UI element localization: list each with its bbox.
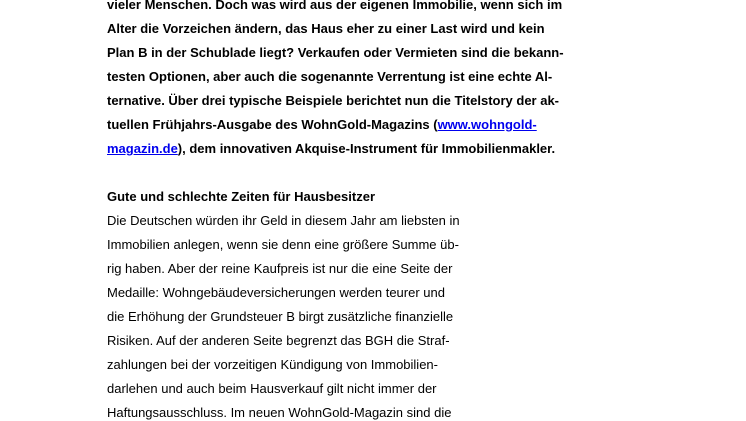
body-line: zahlungen bei der vorzeitigen Kündigung von Immobilien- — [107, 357, 438, 372]
intro-line: Alter die Vorzeichen ändern, das Haus eher zu einer Last wird und kein — [107, 21, 545, 36]
body-line: rig haben. Aber der reine Kaufpreis ist nur die eine Seite der — [107, 261, 453, 276]
magazine-link-part1[interactable]: www.wohngold- — [437, 117, 537, 132]
intro-line: ternative. Über drei typische Beispiele berichtet nun die Titelstory der ak- — [107, 93, 560, 108]
intro-text: tuellen Frühjahrs-Ausgabe des WohnGold-Magazins ( — [107, 117, 438, 132]
body-line: Haftungsausschluss. Im neuen WohnGold-Magazin sind die — [107, 405, 452, 420]
intro-line: Plan B in der Schublade liegt? Verkaufen oder Vermieten sind die bekann- — [107, 45, 564, 60]
body-line: Immobilien anlegen, wenn sie denn eine größere Summe üb- — [107, 237, 459, 252]
intro-line: testen Optionen, aber auch die sogenannte Verrentung ist eine echte Al- — [107, 69, 553, 84]
body-line: die Erhöhung der Grundsteuer B birgt zusätzliche finanzielle — [107, 309, 454, 324]
intro-line: vieler Menschen. Doch was wird aus der eigenen Immobilie, wenn sich im — [107, 0, 563, 12]
intro-text: ), dem innovativen Akquise-Instrument für Immobilienmakler. — [177, 141, 556, 156]
body-line: Die Deutschen würden ihr Geld in diesem Jahr am liebsten in — [107, 213, 460, 228]
body-line: Risiken. Auf der anderen Seite begrenzt das BGH die Straf- — [107, 333, 450, 348]
intro-line — [107, 141, 555, 157]
magazine-link-part2[interactable]: magazin.de — [107, 141, 178, 156]
intro-line — [107, 117, 537, 133]
body-line: Medaille: Wohngebäudeversicherungen werden teurer und — [107, 285, 445, 300]
body-line: darlehen und auch beim Hausverkauf gilt nicht immer der — [107, 381, 437, 396]
section-heading: Gute und schlechte Zeiten für Hausbesitzer — [107, 189, 375, 204]
